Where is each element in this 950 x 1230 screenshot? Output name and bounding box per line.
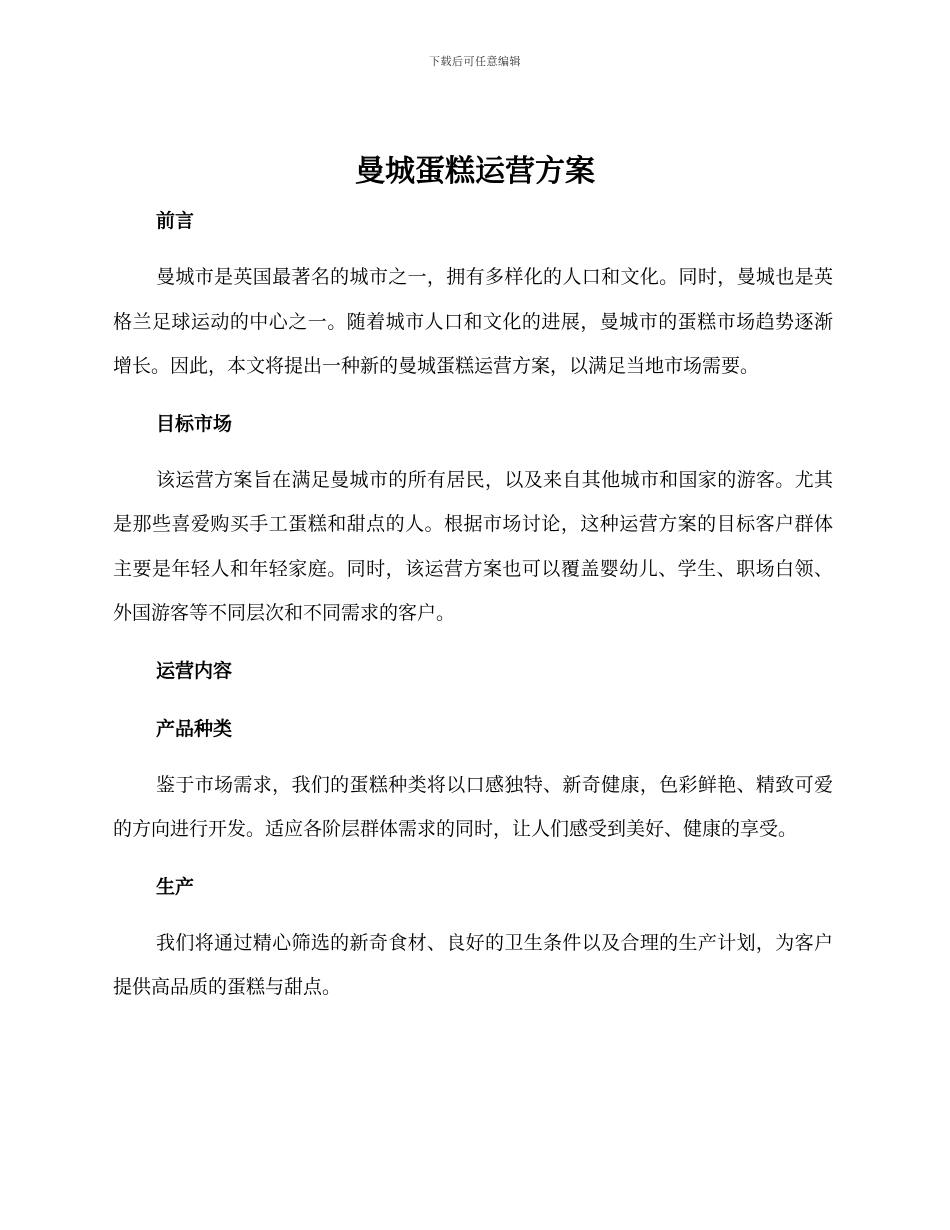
section-heading-production: 生产 xyxy=(156,875,195,898)
document-body xyxy=(113,203,833,1010)
section-body-preface: 曼城市是英国最著名的城市之一，拥有多样化的人口和文化。同时，曼城也是英格兰足球运动的中心之一。随着城市人口和文化的进展，曼城市的蛋糕市场趋势逐渐增长。因此，本文将提出一种新的曼城蛋糕运营方案，以满足当地市场需要。 xyxy=(113,266,833,377)
document-title: 曼城蛋糕运营方案 xyxy=(355,154,595,189)
section-body-target-market: 该运营方案旨在满足曼城市的所有居民，以及来自其他城市和国家的游客。尤其是那些喜爱购买手工蛋糕和甜点的人。根据市场讨论，这种运营方案的目标客户群体主要是年轻人和年轻家庭。同时，该运营方案也可以覆盖婴幼儿、学生、职场白领、外国游客等不同层次和不同需求的客户。 xyxy=(113,468,833,624)
section-heading-preface: 前言 xyxy=(156,210,195,232)
section-body-production: 我们将通过精心筛选的新奇食材、良好的卫生条件以及合理的生产计划，为客户提供高品质的蛋糕与甜点。 xyxy=(113,931,833,998)
section-body-products: 鉴于市场需求，我们的蛋糕种类将以口感独特、新奇健康，色彩鲜艳、精致可爱的方向进行开发。适应各阶层群体需求的同时，让人们感受到美好、健康的享受。 xyxy=(113,773,833,840)
page-header-note: 下载后可任意编辑 xyxy=(429,55,521,68)
section-heading-products: 产品种类 xyxy=(156,717,233,740)
section-heading-target-market: 目标市场 xyxy=(156,412,233,435)
section-heading-operations: 运营内容 xyxy=(156,659,233,682)
